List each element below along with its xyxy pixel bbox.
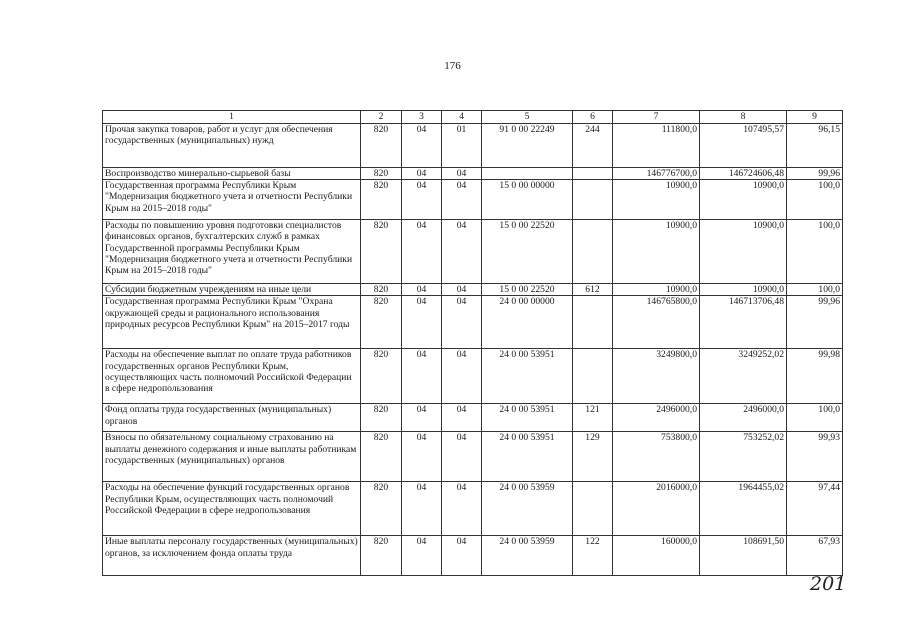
actual-amount: 10900,0	[700, 220, 787, 284]
planned-amount: 10900,0	[613, 220, 700, 284]
subsection-code: 01	[442, 124, 482, 168]
target-article-code: 24 0 00 53959	[482, 536, 573, 576]
ministry-code: 820	[361, 404, 402, 432]
expense-type-code: 121	[573, 404, 613, 432]
row-name: Субсидии бюджетным учреждениям на иные цели	[103, 284, 361, 296]
column-header: 5	[482, 111, 573, 124]
column-header: 9	[787, 111, 843, 124]
subsection-code: 04	[442, 284, 482, 296]
ministry-code: 820	[361, 482, 402, 536]
section-code: 04	[402, 432, 442, 482]
execution-percent: 100,0	[787, 404, 843, 432]
table-row	[103, 404, 843, 432]
row-name: Фонд оплаты труда государственных (муниципальных) органов	[103, 404, 361, 432]
table-row	[103, 180, 843, 220]
ministry-code: 820	[361, 296, 402, 349]
execution-percent: 99,96	[787, 296, 843, 349]
table-row	[103, 168, 843, 180]
column-header: 2	[361, 111, 402, 124]
ministry-code: 820	[361, 536, 402, 576]
actual-amount: 108691,50	[700, 536, 787, 576]
table-row	[103, 124, 843, 168]
target-article-code	[482, 168, 573, 180]
target-article-code: 24 0 00 53951	[482, 404, 573, 432]
subsection-code: 04	[442, 432, 482, 482]
target-article-code: 15 0 00 22520	[482, 284, 573, 296]
subsection-code: 04	[442, 168, 482, 180]
execution-percent: 99,96	[787, 168, 843, 180]
expense-type-code	[573, 482, 613, 536]
row-name: Расходы по повышению уровня подготовки специалистов финансовых органов, бухгалтерских служб в рамках Государственной программы Республики Крым "Модернизация бюджетного учета и отчетности Республики Крым на 2015–2018 годы"	[103, 220, 361, 284]
column-header: 3	[402, 111, 442, 124]
row-name: Расходы на обеспечение функций государственных органов Республики Крым, осуществляющих часть полномочий Российской Федерации в сфере недропользования	[103, 482, 361, 536]
planned-amount: 3249800,0	[613, 349, 700, 404]
planned-amount: 10900,0	[613, 284, 700, 296]
section-code: 04	[402, 482, 442, 536]
planned-amount: 2016000,0	[613, 482, 700, 536]
actual-amount: 2496000,0	[700, 404, 787, 432]
ministry-code: 820	[361, 124, 402, 168]
column-header: 6	[573, 111, 613, 124]
section-code: 04	[402, 220, 442, 284]
expense-type-code	[573, 349, 613, 404]
table-row	[103, 284, 843, 296]
execution-percent: 99,93	[787, 432, 843, 482]
table-row	[103, 482, 843, 536]
row-name: Иные выплаты персоналу государственных (муниципальных) органов, за исключением фонда оплаты труда	[103, 536, 361, 576]
table-row	[103, 349, 843, 404]
actual-amount: 146713706,48	[700, 296, 787, 349]
table-row	[103, 536, 843, 576]
expense-type-code	[573, 180, 613, 220]
table-row	[103, 432, 843, 482]
planned-amount: 146765800,0	[613, 296, 700, 349]
actual-amount: 107495,57	[700, 124, 787, 168]
target-article-code: 24 0 00 53951	[482, 432, 573, 482]
ministry-code: 820	[361, 432, 402, 482]
actual-amount: 146724606,48	[700, 168, 787, 180]
table-header-row	[103, 111, 843, 124]
expense-type-code: 129	[573, 432, 613, 482]
section-code: 04	[402, 536, 442, 576]
target-article-code: 91 0 00 22249	[482, 124, 573, 168]
expense-type-code: 612	[573, 284, 613, 296]
ministry-code: 820	[361, 220, 402, 284]
planned-amount: 160000,0	[613, 536, 700, 576]
ministry-code: 820	[361, 284, 402, 296]
actual-amount: 3249252,02	[700, 349, 787, 404]
column-header: 8	[700, 111, 787, 124]
expense-type-code: 244	[573, 124, 613, 168]
section-code: 04	[402, 284, 442, 296]
execution-percent: 100,0	[787, 180, 843, 220]
execution-percent: 99,98	[787, 349, 843, 404]
page-number: 176	[444, 60, 461, 72]
row-name: Взносы по обязательному социальному страхованию на выплаты денежного содержания и иные выплаты работникам государственных (муниципальных) органов	[103, 432, 361, 482]
actual-amount: 753252,02	[700, 432, 787, 482]
ministry-code: 820	[361, 349, 402, 404]
expense-type-code	[573, 168, 613, 180]
planned-amount: 753800,0	[613, 432, 700, 482]
planned-amount: 146776700,0	[613, 168, 700, 180]
row-name: Воспроизводство минерально-сырьевой базы	[103, 168, 361, 180]
table-row	[103, 296, 843, 349]
actual-amount: 1964455,02	[700, 482, 787, 536]
subsection-code: 04	[442, 349, 482, 404]
subsection-code: 04	[442, 536, 482, 576]
row-name: Прочая закупка товаров, работ и услуг для обеспечения государственных (муниципальных) нужд	[103, 124, 361, 168]
target-article-code: 24 0 00 53951	[482, 349, 573, 404]
subsection-code: 04	[442, 404, 482, 432]
execution-percent: 67,93	[787, 536, 843, 576]
actual-amount: 10900,0	[700, 180, 787, 220]
column-header: 1	[103, 111, 361, 124]
handwritten-page-number	[808, 571, 847, 595]
ministry-code: 820	[361, 168, 402, 180]
target-article-code: 15 0 00 22520	[482, 220, 573, 284]
actual-amount: 10900,0	[700, 284, 787, 296]
section-code: 04	[402, 168, 442, 180]
section-code: 04	[402, 180, 442, 220]
expense-type-code	[573, 220, 613, 284]
execution-percent: 100,0	[787, 284, 843, 296]
table-row	[103, 220, 843, 284]
budget-table	[102, 110, 843, 576]
row-name: Государственная программа Республики Крым "Модернизация бюджетного учета и отчетности Республики Крым на 2015–2018 годы"	[103, 180, 361, 220]
planned-amount: 10900,0	[613, 180, 700, 220]
ministry-code: 820	[361, 180, 402, 220]
section-code: 04	[402, 124, 442, 168]
subsection-code: 04	[442, 180, 482, 220]
row-name: Государственная программа Республики Крым "Охрана окружающей среды и рационального использования природных ресурсов Республики Крым" на 2015–2017 годы	[103, 296, 361, 349]
expense-type-code: 122	[573, 536, 613, 576]
target-article-code: 24 0 00 53959	[482, 482, 573, 536]
column-header: 4	[442, 111, 482, 124]
execution-percent: 97,44	[787, 482, 843, 536]
section-code: 04	[402, 349, 442, 404]
subsection-code: 04	[442, 482, 482, 536]
section-code: 04	[402, 296, 442, 349]
subsection-code: 04	[442, 220, 482, 284]
column-header: 7	[613, 111, 700, 124]
handwritten-page-number-text: 201	[810, 573, 847, 595]
subsection-code: 04	[442, 296, 482, 349]
planned-amount: 111800,0	[613, 124, 700, 168]
section-code: 04	[402, 404, 442, 432]
planned-amount: 2496000,0	[613, 404, 700, 432]
execution-percent: 96,15	[787, 124, 843, 168]
expense-type-code	[573, 296, 613, 349]
target-article-code: 15 0 00 00000	[482, 180, 573, 220]
execution-percent: 100,0	[787, 220, 843, 284]
row-name: Расходы на обеспечение выплат по оплате труда работников государственных органов Республики Крым, осуществляющих часть полномочий Российской Федерации в сфере недропользования	[103, 349, 361, 404]
target-article-code: 24 0 00 00000	[482, 296, 573, 349]
